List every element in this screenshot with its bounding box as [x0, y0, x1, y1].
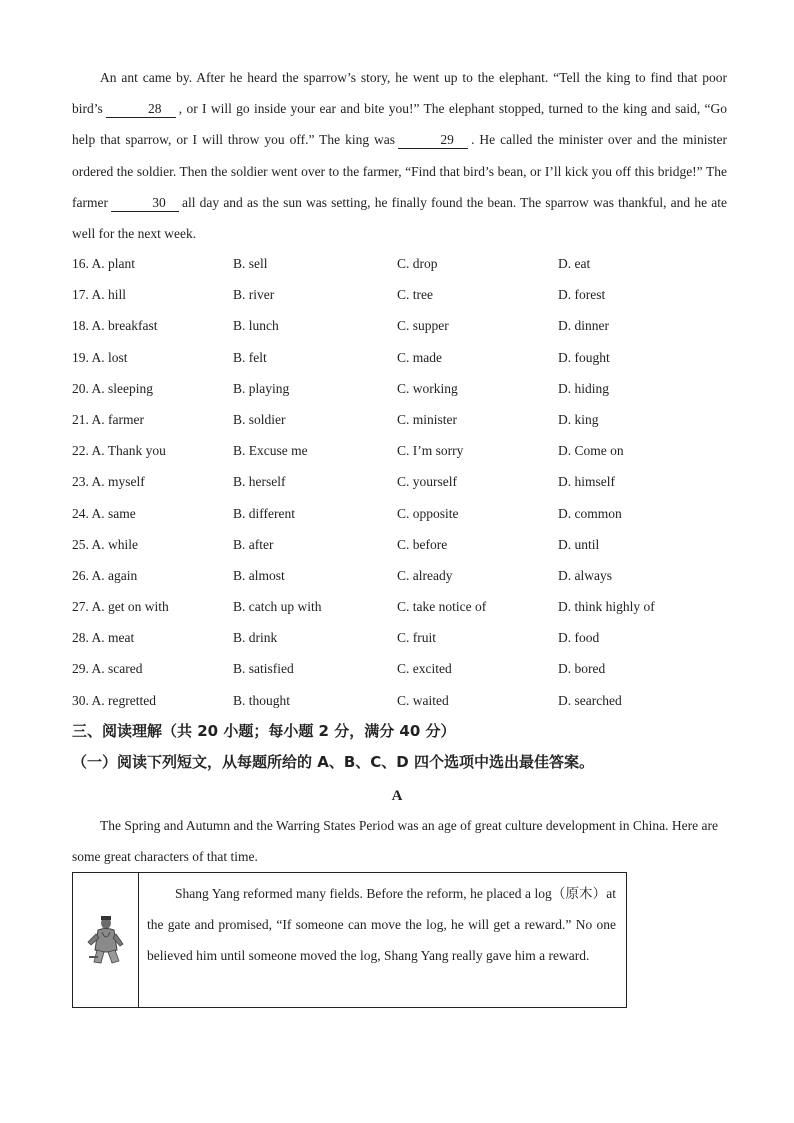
- portrait-cell: [73, 873, 139, 1007]
- option-row: [72, 498, 732, 529]
- blank-28: 28: [106, 101, 176, 118]
- option-d: D. dinner: [558, 318, 609, 334]
- option-a: 28. A. meat: [72, 630, 135, 646]
- option-a: 17. A. hill: [72, 287, 127, 303]
- option-b: B. Excuse me: [233, 443, 308, 459]
- shang-yang-portrait-icon: [86, 914, 126, 966]
- character-table: [72, 872, 627, 1008]
- option-row: [72, 560, 732, 591]
- option-d: D. himself: [558, 474, 615, 490]
- option-c: C. tree: [397, 287, 433, 303]
- option-c: C. already: [397, 567, 453, 583]
- option-row: [72, 248, 732, 279]
- option-a: 20. A. sleeping: [72, 380, 153, 396]
- option-c: C. made: [397, 349, 442, 365]
- option-row: [72, 373, 732, 404]
- passage-text: , or I will go inside your ear and bite you!” The elephant stopped, turned to the king and said, “Go help that sparrow, or I will throw you off.” The king was: [72, 101, 727, 148]
- option-c: C. take notice of: [397, 599, 487, 615]
- option-row: [72, 653, 732, 684]
- option-b: B. drink: [233, 630, 278, 646]
- option-b: B. playing: [233, 380, 290, 396]
- option-d: D. fought: [558, 349, 610, 365]
- option-row: [72, 342, 732, 373]
- blank-30: 30: [111, 195, 179, 212]
- option-row: [72, 404, 732, 435]
- passage-text: An ant came by. After he heard the sparrow’s story, he went up to the elephant. “Tell the king to find that poor bird’s: [72, 70, 727, 117]
- answer-options: [72, 248, 732, 716]
- option-c: C. opposite: [397, 505, 459, 521]
- option-row: [72, 310, 732, 341]
- option-c: C. before: [397, 536, 448, 552]
- option-d: D. searched: [558, 692, 622, 708]
- option-d: D. bored: [558, 661, 606, 677]
- option-d: D. forest: [558, 287, 606, 303]
- blank-29: 29: [398, 132, 468, 149]
- option-c: C. supper: [397, 318, 449, 334]
- option-b: B. sell: [233, 256, 268, 271]
- option-a: 29. A. scared: [72, 661, 143, 677]
- cloze-paragraph: [72, 62, 727, 249]
- option-d: D. eat: [558, 256, 591, 271]
- option-a: 26. A. again: [72, 567, 138, 583]
- option-a: 19. A. lost: [72, 349, 128, 365]
- option-row: [72, 466, 732, 497]
- option-d: D. common: [558, 505, 622, 521]
- option-b: B. felt: [233, 349, 267, 365]
- option-a: 27. A. get on with: [72, 599, 169, 615]
- passage-text: . He called the minister over and the minister ordered the soldier. Then the soldier went over to the farmer, “Find that bird’s bean, or I’ll kick you off this bridge!” The farmer: [72, 132, 727, 210]
- option-b: B. after: [233, 536, 274, 552]
- option-c: C. fruit: [397, 630, 436, 646]
- character-description-cell: [139, 873, 626, 1007]
- option-a: 18. A. breakfast: [72, 318, 158, 334]
- option-d: D. Come on: [558, 443, 624, 459]
- option-row: [72, 279, 732, 310]
- option-d: D. always: [558, 567, 612, 583]
- option-c: C. working: [397, 380, 458, 396]
- option-c: C. I’m sorry: [397, 443, 464, 459]
- option-a: 22. A. Thank you: [72, 443, 166, 459]
- option-b: B. catch up with: [233, 599, 322, 615]
- character-description: Shang Yang reformed many fields. Before the reform, he placed a log（原木）at the gate and promised, “If someone can move the log, he will get a reward.” No one believed him until someone moved the log, Shang Yang really gave him a reward.: [147, 886, 616, 964]
- option-d: D. until: [558, 536, 600, 552]
- section-heading: 三、阅读理解（共 20 小题；每小题 2 分，满分 40 分）: [72, 722, 456, 740]
- option-c: C. waited: [397, 692, 449, 708]
- option-row: [72, 685, 732, 716]
- option-b: B. satisfied: [233, 661, 294, 677]
- option-d: D. king: [558, 411, 599, 427]
- option-row: [72, 591, 732, 622]
- option-b: B. river: [233, 287, 275, 303]
- option-a: 25. A. while: [72, 536, 138, 552]
- option-a: 30. A. regretted: [72, 692, 156, 708]
- reading-intro: [72, 810, 727, 872]
- option-b: B. lunch: [233, 318, 279, 334]
- option-row: [72, 622, 732, 653]
- option-b: B. almost: [233, 567, 285, 583]
- option-d: D. food: [558, 630, 600, 646]
- option-d: D. hiding: [558, 380, 610, 396]
- option-row: [72, 529, 732, 560]
- option-c: C. yourself: [397, 474, 457, 490]
- passage-text: all day and as the sun was setting, he finally found the bean. The sparrow was thankful, and he ate well for the next week.: [72, 194, 727, 242]
- option-row: [72, 435, 732, 466]
- option-d: D. think highly of: [558, 599, 655, 615]
- option-c: C. excited: [397, 661, 452, 677]
- option-a: 23. A. myself: [72, 474, 145, 490]
- option-a: 16. A. plant: [72, 256, 135, 271]
- cloze-passage: [72, 62, 727, 249]
- option-c: C. drop: [397, 256, 438, 271]
- option-b: B. different: [233, 505, 295, 521]
- option-b: B. thought: [233, 692, 291, 708]
- option-b: B. herself: [233, 474, 286, 490]
- option-a: 24. A. same: [72, 505, 136, 521]
- option-c: C. minister: [397, 411, 457, 427]
- option-b: B. soldier: [233, 411, 286, 427]
- option-a: 21. A. farmer: [72, 411, 144, 427]
- section-instructions: （一）阅读下列短文，从每题所给的 A、B、C、D 四个选项中选出最佳答案。: [72, 753, 594, 771]
- passage-label: A: [391, 788, 403, 804]
- intro-text: The Spring and Autumn and the Warring States Period was an age of great culture development in China. Here are some great characters of that time.: [72, 818, 718, 865]
